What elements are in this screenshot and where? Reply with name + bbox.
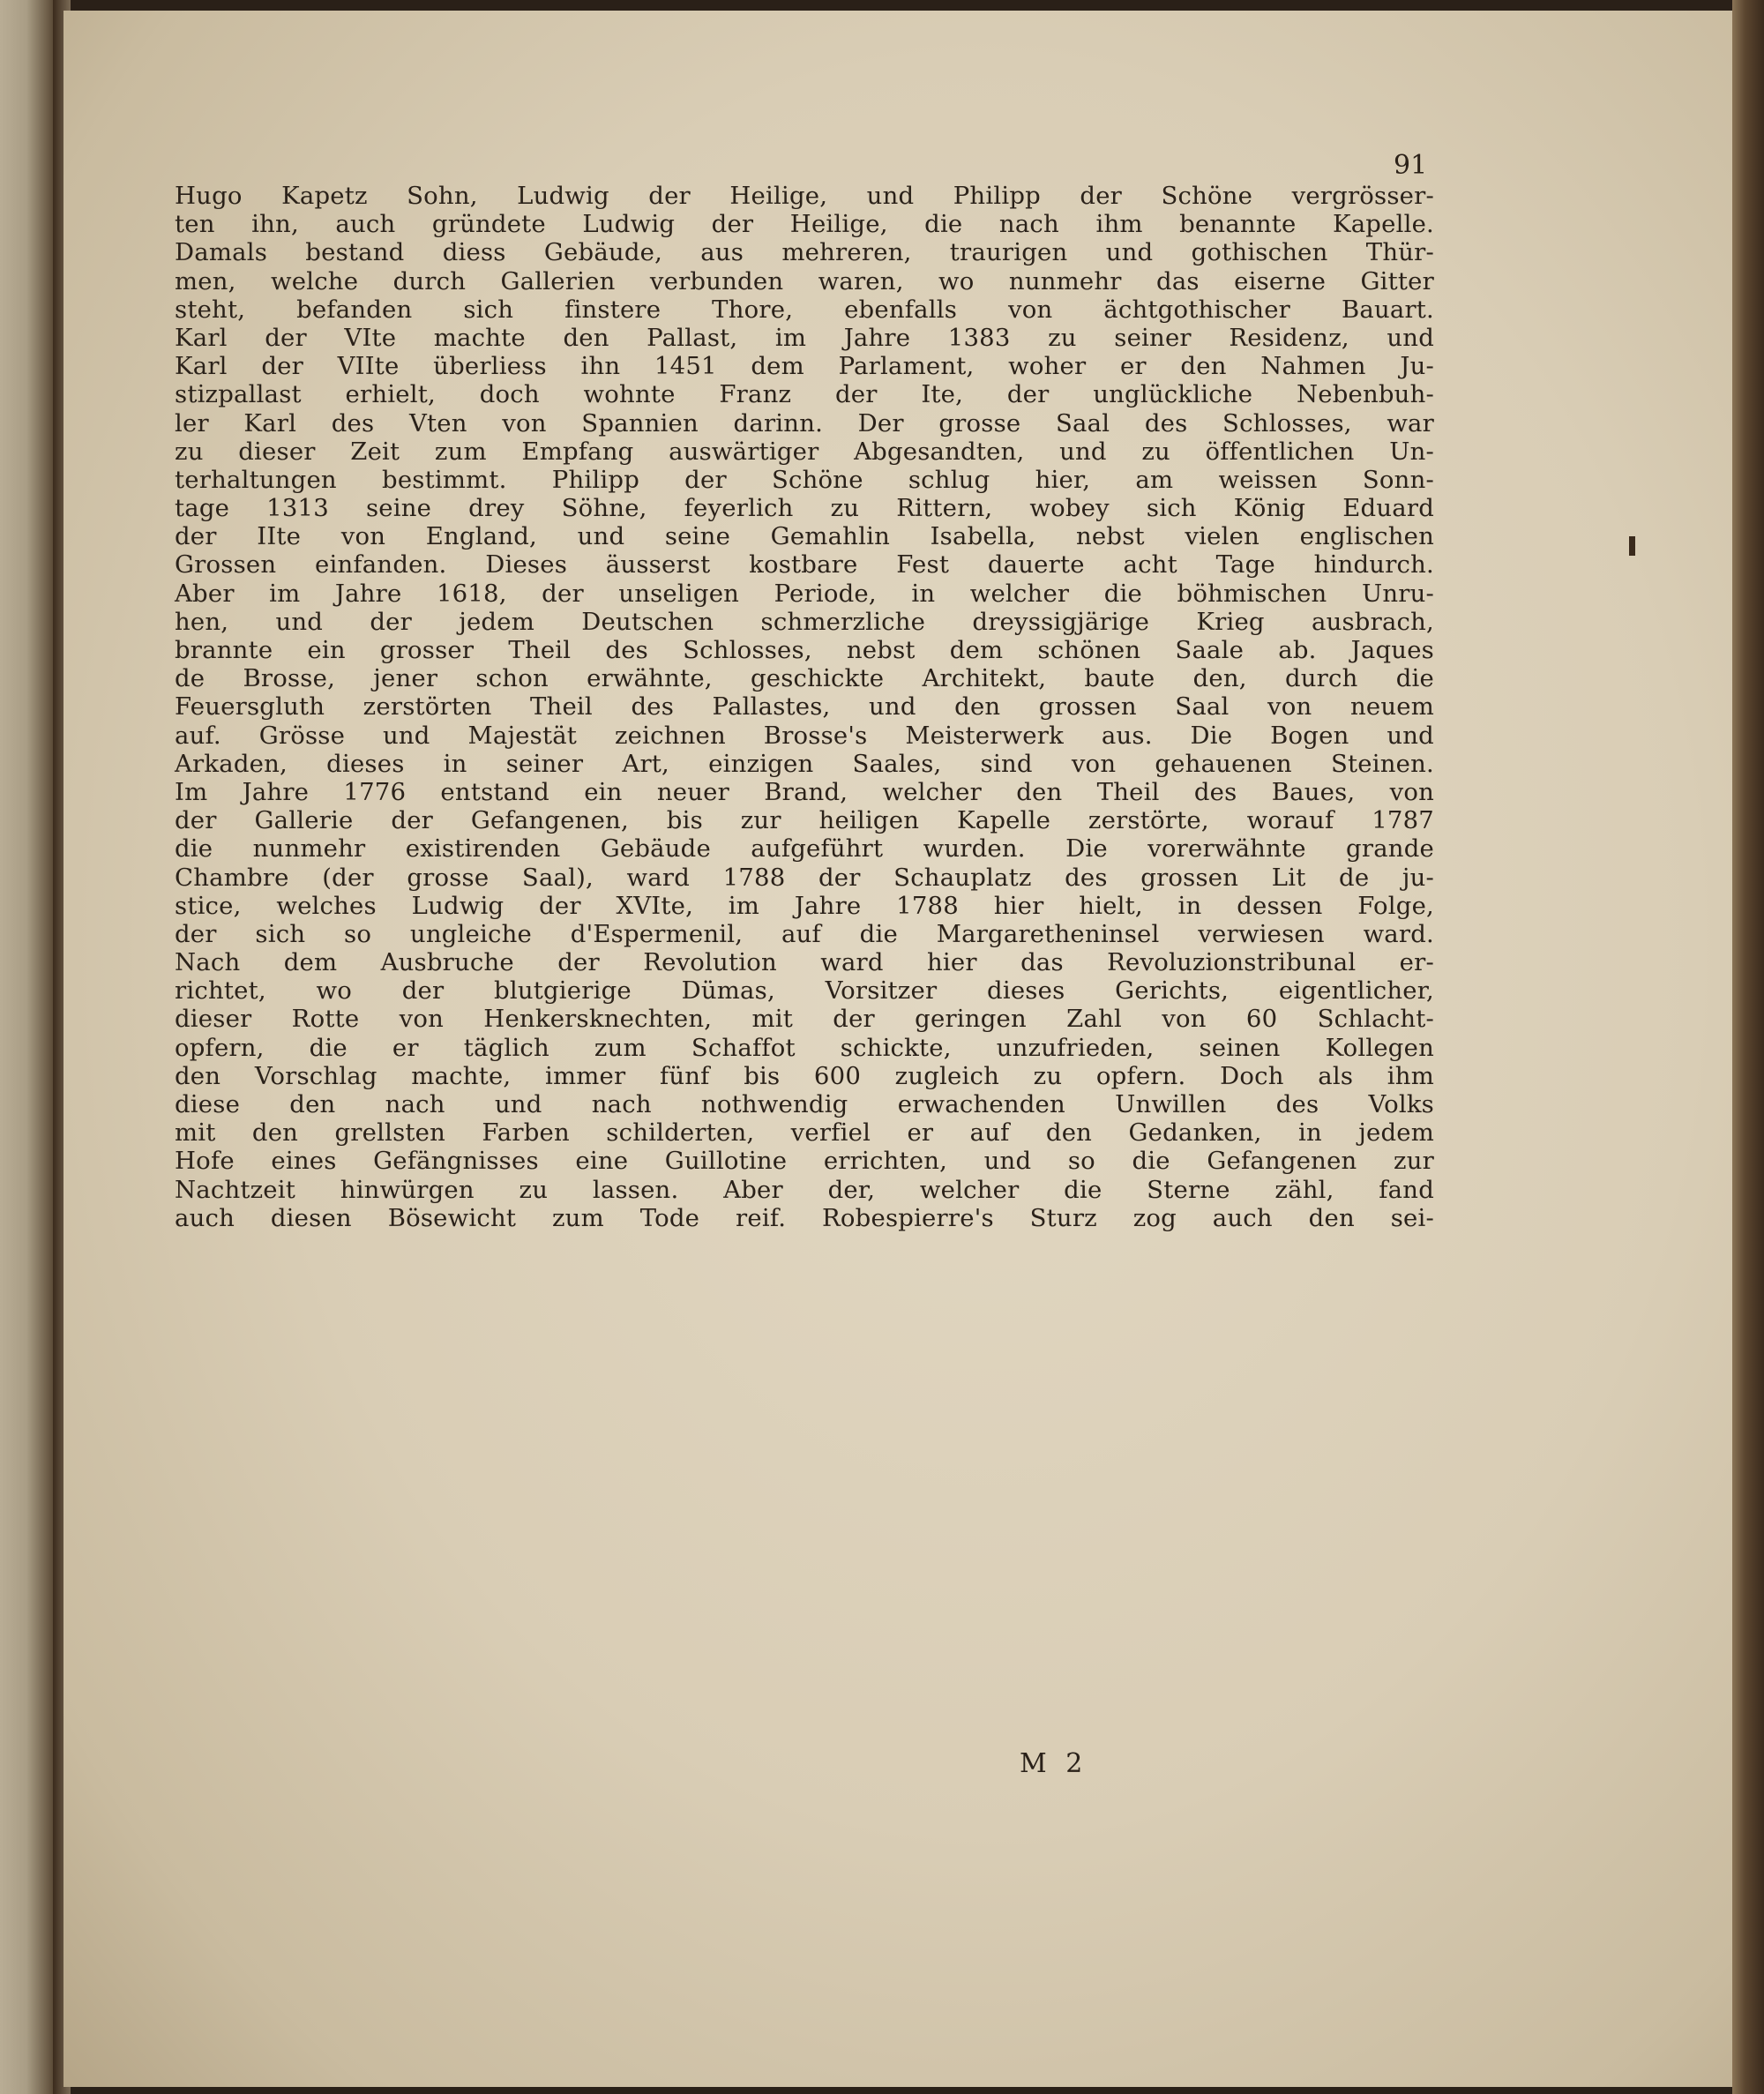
margin-ink-mark bbox=[1629, 536, 1635, 556]
text-line: Hofe eines Gefängnisses eine Guillotine errichten, und so die Gefangenen zur bbox=[175, 1147, 1434, 1176]
text-line: Aber im Jahre 1618, der unseligen Periode, in welcher die böhmischen Unru- bbox=[175, 579, 1434, 608]
text-line: stizpallast erhielt, doch wohnte Franz der Ite, der unglückliche Nebenbuh- bbox=[175, 380, 1434, 409]
right-page-edge bbox=[1732, 0, 1764, 2094]
text-line: terhaltungen bestimmt. Philipp der Schöne schlug hier, am weissen Sonn- bbox=[175, 465, 1434, 494]
text-line: auch diesen Bösewicht zum Tode reif. Robespierre's Sturz zog auch den sei- bbox=[175, 1203, 1434, 1232]
text-line: hen, und der jedem Deutschen schmerzliche dreyssigjärige Krieg ausbrach, bbox=[175, 607, 1434, 636]
text-line: ler Karl des Vten von Spannien darinn. Der grosse Saal des Schlosses, war bbox=[175, 408, 1434, 437]
text-line: Damals bestand diess Gebäude, aus mehreren, traurigen und gothischen Thür- bbox=[175, 238, 1434, 267]
text-line: brannte ein grosser Theil des Schlosses, nebst dem schönen Saale ab. Jaques bbox=[175, 636, 1434, 664]
text-line: ten ihn, auch gründete Ludwig der Heilige, die nach ihm benannte Kapelle. bbox=[175, 210, 1434, 239]
text-line: men, welche durch Gallerien verbunden waren, wo nunmehr das eiserne Gitter bbox=[175, 266, 1434, 295]
text-line: Karl der VIte machte den Pallast, im Jahre 1383 zu seiner Residenz, und bbox=[175, 323, 1434, 352]
text-line: richtet, wo der blutgierige Dümas, Vorsitzer dieses Gerichts, eigentlicher, bbox=[175, 976, 1434, 1006]
text-line: tage 1313 seine drey Söhne, feyerlich zu Rittern, wobey sich König Eduard bbox=[175, 494, 1434, 523]
text-line: auf. Grösse und Majestät zeichnen Brosse's Meisterwerk aus. Die Bogen und bbox=[175, 721, 1434, 750]
text-line: den Vorschlag machte, immer fünf bis 600 zugleich zu opfern. Doch als ihm bbox=[175, 1061, 1434, 1090]
text-line: der Gallerie der Gefangenen, bis zur heiligen Kapelle zerstörte, worauf 1787 bbox=[175, 806, 1434, 835]
text-line: Karl der VIIte überliess ihn 1451 dem Parlament, woher er den Nahmen Ju- bbox=[175, 352, 1434, 381]
body-text bbox=[175, 182, 1434, 1232]
text-line: Hugo Kapetz Sohn, Ludwig der Heilige, und Philipp der Schöne vergrösser- bbox=[175, 182, 1434, 210]
text-line: Im Jahre 1776 entstand ein neuer Brand, welcher den Theil des Baues, von bbox=[175, 777, 1434, 806]
text-line: Nach dem Ausbruche der Revolution ward hier das Revoluzionstribunal er- bbox=[175, 948, 1434, 977]
text-line: mit den grellsten Farben schilderten, verfiel er auf den Gedanken, in jedem bbox=[175, 1118, 1434, 1148]
text-line: der sich so ungleiche d'Espermenil, auf die Margaretheninsel verwiesen ward. bbox=[175, 919, 1434, 948]
text-line: Nachtzeit hinwürgen zu lassen. Aber der, welcher die Sterne zähl, fand bbox=[175, 1175, 1434, 1204]
text-line: Feuersgluth zerstörten Theil des Pallastes, und den grossen Saal von neuem bbox=[175, 692, 1434, 722]
text-line: der IIte von England, und seine Gemahlin Isabella, nebst vielen englischen bbox=[175, 522, 1434, 551]
text-line: dieser Rotte von Henkersknechten, mit der geringen Zahl von 60 Schlacht- bbox=[175, 1005, 1434, 1034]
text-line: Grossen einfanden. Dieses äusserst kostbare Fest dauerte acht Tage hindurch. bbox=[175, 550, 1434, 580]
signature-mark: M 2 bbox=[1020, 1748, 1088, 1779]
text-line: de Brosse, jener schon erwähnte, geschickte Architekt, baute den, durch die bbox=[175, 664, 1434, 693]
page-number: 91 bbox=[1394, 150, 1428, 181]
text-line: Chambre (der grosse Saal), ward 1788 der Schauplatz des grossen Lit de ju- bbox=[175, 863, 1434, 892]
text-line: opfern, die er täglich zum Schaffot schickte, unzufrieden, seinen Kollegen bbox=[175, 1033, 1434, 1062]
text-line: zu dieser Zeit zum Empfang auswärtiger Abgesandten, und zu öffentlichen Un- bbox=[175, 437, 1434, 466]
text-line: diese den nach und nach nothwendig erwachenden Unwillen des Volks bbox=[175, 1090, 1434, 1118]
text-line: die nunmehr existirenden Gebäude aufgeführt wurden. Die vorerwähnte grande bbox=[175, 834, 1434, 864]
text-line: steht, befanden sich finstere Thore, ebenfalls von ächtgothischer Bauart. bbox=[175, 295, 1434, 324]
text-line: stice, welches Ludwig der XVIte, im Jahre 1788 hier hielt, in dessen Folge, bbox=[175, 891, 1434, 920]
text-line: Arkaden, dieses in seiner Art, einzigen Saales, sind von gehauenen Steinen. bbox=[175, 749, 1434, 778]
